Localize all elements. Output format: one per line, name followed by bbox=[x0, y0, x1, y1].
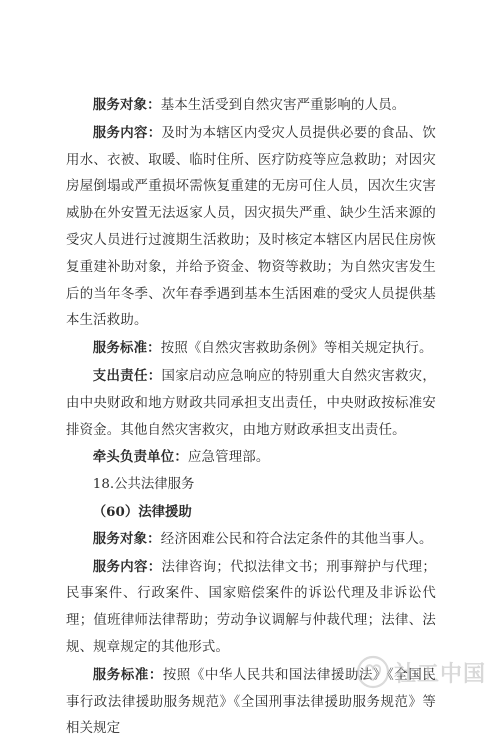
paragraph-lead-unit bbox=[66, 444, 436, 472]
paragraph-legal-target bbox=[66, 526, 436, 554]
text: 国家启动应急响应的特别重大自然灾害救灾，由中央财政和地方财政共同承担支出责任，中央财政按标准安排资金。其他自然灾害救灾，由地方财政承担支出责任。 bbox=[66, 368, 437, 438]
text: 经济困难公民和符合法定条件的其他当事人。 bbox=[160, 531, 433, 547]
watermark bbox=[356, 655, 486, 689]
label: 服务标准： bbox=[92, 666, 163, 683]
text: 基本生活受到自然灾害严重影响的人员。 bbox=[160, 98, 406, 113]
watermark-text: 社工中国 bbox=[393, 661, 486, 687]
paragraph-service-content bbox=[66, 120, 436, 335]
label: 服务内容： bbox=[92, 124, 162, 141]
label: 牵头负责单位： bbox=[92, 449, 188, 466]
label: 服务对象： bbox=[92, 97, 161, 113]
label: 服务标准： bbox=[92, 340, 161, 357]
paragraph-expenditure bbox=[66, 363, 436, 444]
subsection-heading: （60）法律援助 bbox=[92, 503, 192, 520]
text: 法律咨询；代拟法律文书；刑事辩护与代理；民事案件、行政案件、国家赔偿案件的诉讼代理及非诉讼代理；值班律师法律帮助；劳动争议调解与仲裁代理；法律、法规、规章规定的其他形式。 bbox=[66, 559, 437, 655]
text: 按照《自然灾害救助条例》等相关规定执行。 bbox=[160, 341, 433, 357]
label: 服务内容： bbox=[92, 558, 162, 575]
text: 按照《中华人民共和国法律援助法》《全国民事行政法律援助服务规范》《全国刑事法律援助服务规范》等相关规定 bbox=[66, 667, 436, 737]
heart-hands-seal-icon bbox=[356, 655, 390, 689]
label: 支出责任： bbox=[92, 367, 162, 384]
paragraph-service-target bbox=[66, 92, 436, 120]
paragraph-service-standard bbox=[66, 335, 436, 363]
text: 应急管理部。 bbox=[187, 450, 270, 466]
paragraph-legal-content bbox=[66, 554, 436, 662]
label: 服务对象： bbox=[92, 530, 161, 547]
document-page bbox=[66, 92, 436, 743]
section-heading: 18.公共法律服务 bbox=[92, 477, 195, 493]
text: 及时为本辖区内受灾人员提供必要的食品、饮用水、衣被、取暖、临时住所、医疗防疫等应急救助；对因灾房屋倒塌或严重损坏需恢复重建的无房可住人员，因次生灾害威胁在外安置无法返家人员，因灾损失严重、缺少生活来源的受灾人员进行过渡期生活救助；及时核定本辖区内居民住房恢复重建补助对象，并给予资金、物资等救助；为自然灾害发生后的当年冬季、次年春季遇到基本生活困难的受灾人员提供基本生活救助。 bbox=[66, 125, 437, 329]
